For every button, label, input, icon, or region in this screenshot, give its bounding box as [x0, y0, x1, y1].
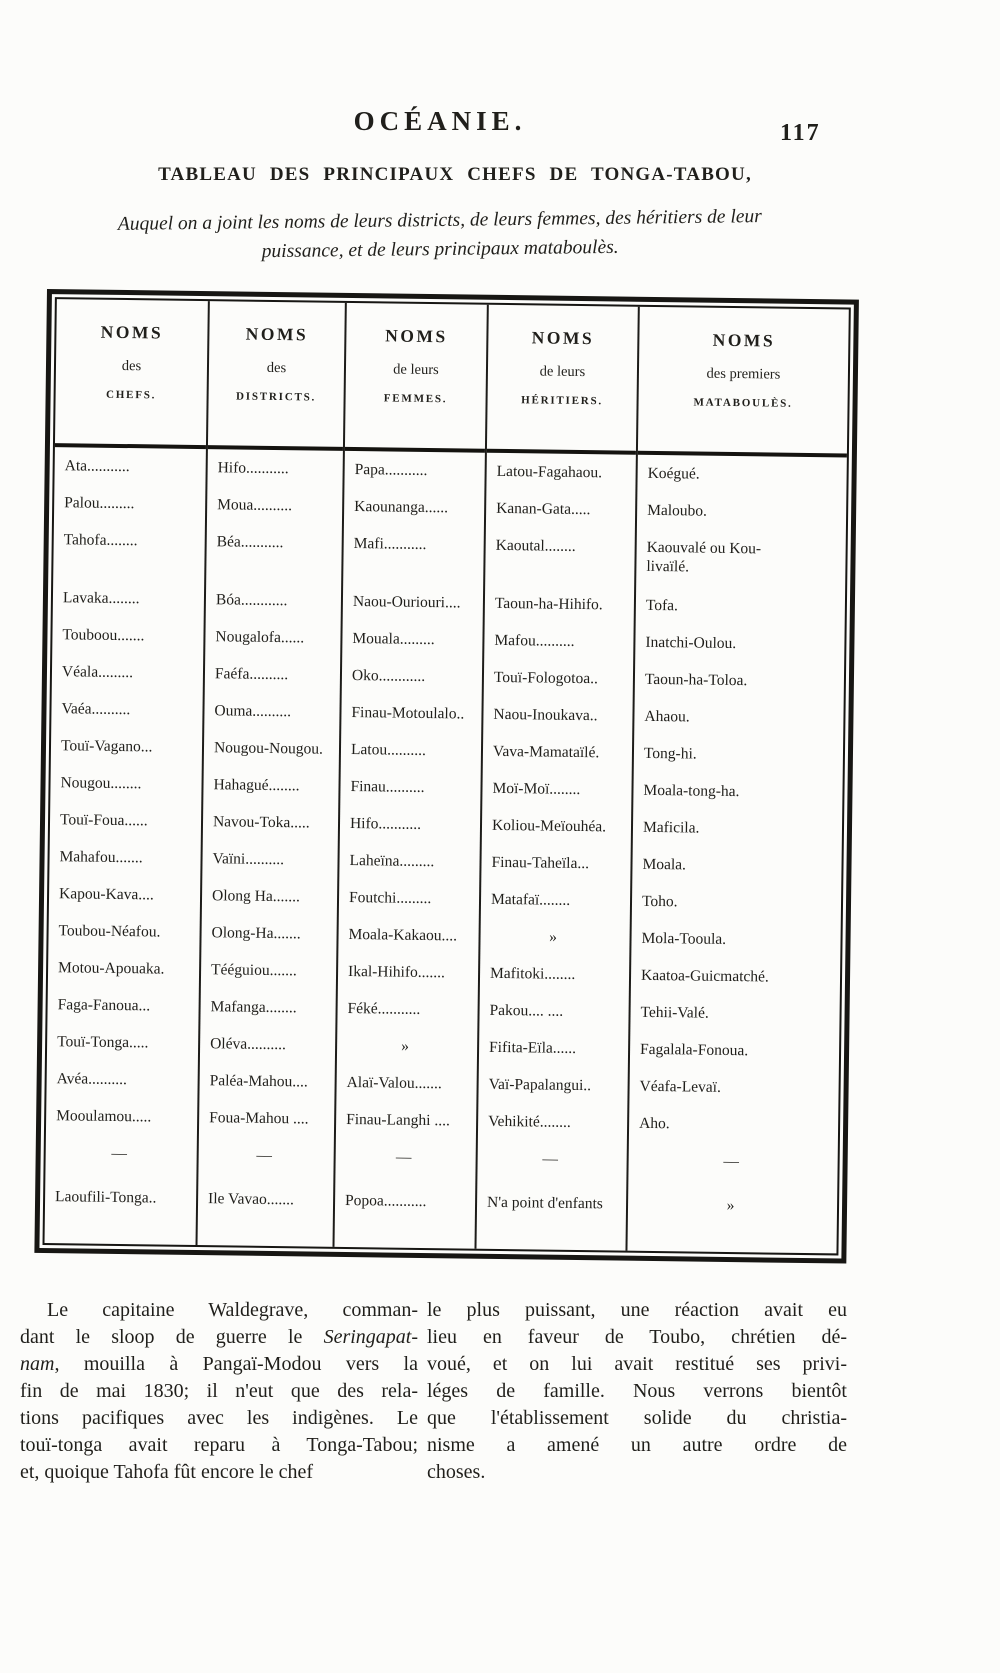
table-cell: Tééguiou....... [210, 961, 297, 980]
table-cell: Touboou....... [62, 626, 145, 645]
column-header-category: FEMMES. [383, 392, 448, 406]
table-cell: Toho. [641, 892, 678, 911]
table-column-3 [334, 303, 488, 1249]
italic-text-segment: nam [20, 1353, 55, 1375]
text-segment: Le capitaine Waldegrave, comman- [47, 1299, 418, 1321]
table-cell: Bóa............ [215, 591, 288, 610]
column-header-subtitle: des [121, 357, 142, 375]
chiefs-table [34, 289, 859, 1264]
body-text-line [427, 1459, 847, 1486]
body-text-line [427, 1405, 847, 1432]
table-cell: Hifo........... [217, 459, 289, 478]
table-cell: Mafitoki........ [489, 964, 576, 983]
table-cell: Lavaka........ [62, 589, 140, 608]
table-cell: Taoun-ha-Hihifo. [494, 594, 603, 614]
table-cell: Taoun-ha-Toloa. [644, 670, 748, 690]
table-cell: Finau.......... [350, 778, 425, 796]
column-header-subtitle: des [266, 359, 287, 377]
table-cell: Finau-Motoulalo.. [351, 704, 465, 723]
table-cell: — [111, 1144, 128, 1163]
body-text-right-column [427, 1297, 847, 1486]
table-cell: Fagalala-Fonoua. [639, 1040, 749, 1060]
table-cell: N'a point d'enfants [486, 1193, 603, 1213]
table-cell: Touï-Foua...... [59, 811, 148, 830]
table-cell: Moala-tong-ha. [643, 781, 740, 801]
column-header [638, 307, 849, 458]
table-cell: Ata........... [64, 457, 130, 476]
table-cell: Finau-Taheïla... [491, 853, 590, 873]
table-column-5 [627, 307, 848, 1254]
table-cell: Kapou-Kava.... [58, 885, 154, 904]
table-cell: Vava-Mamataïlé. [492, 742, 600, 762]
table-cell: Oléva.......... [210, 1035, 287, 1054]
table-cell: Faga-Fanoua... [57, 996, 151, 1015]
table-cell: Koliou-Meïouhéa. [491, 816, 607, 836]
page-header: OCÉANIE. [353, 106, 527, 136]
column-header-noms: NOMS [531, 327, 595, 349]
table-cell: Véala......... [61, 663, 134, 682]
table-cell: Finau-Langhi .... [346, 1110, 451, 1130]
table-column-2 [197, 301, 346, 1247]
table-cell: Olong Ha....... [211, 887, 301, 906]
table-cell: Avéa.......... [56, 1070, 128, 1089]
body-text-line [427, 1378, 847, 1405]
body-text-line [20, 1351, 418, 1378]
column-header [208, 301, 345, 451]
body-text-line [20, 1459, 418, 1486]
table-cell: Mafou.......... [494, 631, 575, 650]
subtitle-line-2: puissance, et de leurs principaux mataboulès. [261, 236, 619, 263]
table-cell: Vaï-Papalangui.. [488, 1075, 592, 1095]
table-cell: Palou......... [64, 494, 135, 513]
body-text-line [427, 1351, 847, 1378]
subtitle-line-1: Auquel on a joint les noms de leurs districts, de leurs femmes, des héritiers de leur [117, 206, 762, 235]
table-cell: Maficila. [642, 818, 700, 837]
table-cell: Olong-Ha....... [211, 924, 301, 943]
table-cell: Nougou-Nougou. [213, 739, 324, 758]
table-cell: Mouala......... [352, 630, 435, 649]
table-cell: Nougou........ [60, 774, 142, 793]
page-number: 117 [780, 120, 821, 146]
table-cell: Touï-Tonga..... [57, 1033, 149, 1052]
table-cell: Mola-Tooula. [641, 929, 727, 948]
text-segment: tions pacifiques avec les indigènes. Le [20, 1407, 418, 1429]
body-text-line [20, 1324, 418, 1351]
table-subtitle [20, 201, 861, 269]
table-cell: Hahagué........ [213, 776, 300, 795]
table-cell: Mafi........... [353, 535, 427, 553]
body-text-line [427, 1432, 847, 1459]
table-cell: — [723, 1152, 739, 1171]
column-header-category: MATABOULÈS. [693, 396, 793, 410]
table-cell: Véafa-Levaï. [639, 1077, 722, 1096]
chiefs-table-inner [42, 297, 850, 1255]
table-cell: Fifita-Eïla...... [489, 1038, 577, 1057]
column-header [55, 299, 208, 449]
table-cell: Latou.......... [350, 741, 427, 759]
body-text-line [427, 1297, 847, 1324]
table-cell: » [401, 1037, 410, 1055]
table-cell: Foua-Mahou .... [209, 1109, 309, 1128]
table-cell: Latou-Fagahaou. [496, 462, 603, 482]
body-text-line [20, 1297, 418, 1324]
table-column-4 [476, 305, 639, 1251]
text-segment: que l'établissement solide du christia- [427, 1407, 847, 1429]
table-cell: Laoufili-Tonga.. [55, 1188, 157, 1207]
column-header-category: CHEFS. [105, 388, 157, 402]
table-column-1 [45, 299, 210, 1245]
table-cell: Moala. [642, 855, 687, 874]
table-cell: Vaïni.......... [212, 850, 285, 869]
table-cell: Matafaï........ [490, 890, 571, 909]
body-text-line [20, 1378, 418, 1405]
table-cell: Naou-Inoukava.. [493, 705, 598, 725]
text-segment: et, quoique Tahofa fût encore le chef [20, 1461, 314, 1483]
table-cell: Motou-Apouaka. [58, 959, 165, 978]
table-cell: » [549, 928, 558, 946]
table-cell: Nougalofa...... [215, 628, 305, 647]
column-header-noms: NOMS [100, 321, 164, 343]
table-cell: Kaounanga...... [354, 498, 449, 517]
table-cell: Mafanga........ [210, 998, 297, 1017]
table-cell: Hifo........... [349, 815, 422, 833]
body-text-line [427, 1324, 847, 1351]
column-header-noms: NOMS [245, 323, 309, 345]
table-cell: Faéfa.......... [214, 665, 289, 684]
table-cell: Vaéa.......... [61, 700, 131, 719]
table-cell: Papa........... [354, 461, 428, 479]
table-cell: Ikal-Hihifo....... [347, 963, 446, 982]
table-cell: Koégué. [647, 464, 700, 483]
table-cell: — [542, 1150, 559, 1168]
text-segment: lieu en faveur de Toubo, chrétien dé- [427, 1326, 847, 1348]
table-cell: Tehii-Valé. [640, 1003, 709, 1022]
table-cell: Touï-Vagano... [60, 737, 153, 756]
table-cell: Oko............ [351, 667, 426, 685]
body-text-line [20, 1405, 418, 1432]
text-segment: choses. [427, 1461, 486, 1483]
table-cell: Maloubo. [647, 501, 708, 520]
table-cell: Toubou-Néafou. [58, 922, 161, 941]
column-header-category: HÉRITIERS. [521, 394, 604, 408]
table-cell: Laheïna......... [349, 852, 435, 871]
table-cell: Vehikité........ [488, 1112, 571, 1131]
text-segment: , mouilla à Pangaï-Modou vers la [54, 1353, 418, 1375]
table-cell: Inatchi-Oulou. [645, 633, 737, 653]
table-cell: Moua.......... [217, 496, 293, 515]
table-cell: Moï-Moï........ [492, 779, 581, 799]
table-cell: — [395, 1148, 412, 1166]
table-cell: Paléa-Mahou.... [209, 1072, 308, 1091]
table-cell: Alaï-Valou....... [346, 1073, 442, 1093]
table-cell: Popoa........... [344, 1191, 427, 1211]
table-cell: Kanan-Gata..... [496, 499, 591, 519]
table-cell: Kaouvalé ou Kou- livaïlé. [646, 538, 762, 576]
table-cell: Foutchi......... [348, 889, 432, 908]
text-segment: le plus puissant, une réaction avait eu [427, 1299, 847, 1321]
table-cell: Pakou.... .... [489, 1001, 564, 1020]
table-cell: Mooulamou..... [56, 1107, 152, 1126]
column-header-category: DISTRICTS. [235, 390, 317, 404]
table-cell: Tong-hi. [643, 744, 697, 763]
text-segment: léges de famille. Nous verrons bientôt [427, 1380, 847, 1402]
text-segment: fin de mai 1830; il n'eut que des rela- [20, 1380, 418, 1402]
table-cell: Aho. [639, 1114, 670, 1133]
table-cell: Béa........... [216, 533, 284, 552]
text-segment: touï-tonga avait reparu à Tonga-Tabou; [20, 1434, 418, 1456]
table-cell: Mahafou....... [59, 848, 143, 867]
table-title: TABLEAU DES PRINCIPAUX CHEFS DE TONGA-TABOU, [158, 164, 752, 185]
table-cell: Navou-Toka..... [212, 813, 310, 832]
table-cell: Moala-Kakaou.... [348, 926, 458, 945]
column-header [487, 305, 638, 455]
column-header-noms: NOMS [712, 329, 776, 351]
table-cell: Ouma.......... [214, 702, 292, 721]
column-header-subtitle: de leurs [539, 363, 586, 381]
column-header-noms: NOMS [385, 325, 448, 347]
table-cell: Tofa. [645, 596, 679, 615]
column-header-subtitle: de leurs [393, 361, 439, 379]
text-segment: nisme a amené un autre ordre de [427, 1434, 847, 1456]
body-text-left-column [20, 1297, 418, 1486]
table-cell: Kaoutal........ [495, 536, 576, 555]
italic-text-segment: Seringapat- [323, 1326, 418, 1348]
column-header [345, 303, 487, 453]
table-cell: Ile Vavao....... [207, 1190, 295, 1209]
table-cell: Tahofa........ [63, 531, 138, 550]
text-segment: voué, et on lui avait restitué ses privi- [427, 1353, 847, 1375]
table-cell: Ahaou. [644, 707, 690, 726]
body-text-line [20, 1432, 418, 1459]
text-segment: dant le sloop de guerre le [20, 1326, 324, 1348]
table-cell: » [726, 1196, 735, 1215]
table-cell: Féké........... [347, 999, 421, 1018]
column-header-subtitle: des premiers [706, 365, 781, 383]
table-cell: Touï-Fologotoa.. [493, 668, 599, 688]
table-cell: Naou-Ouriouri.... [352, 593, 461, 612]
table-cell: — [256, 1146, 273, 1165]
table-cell: Kaatoa-Guicmatché. [640, 966, 769, 986]
